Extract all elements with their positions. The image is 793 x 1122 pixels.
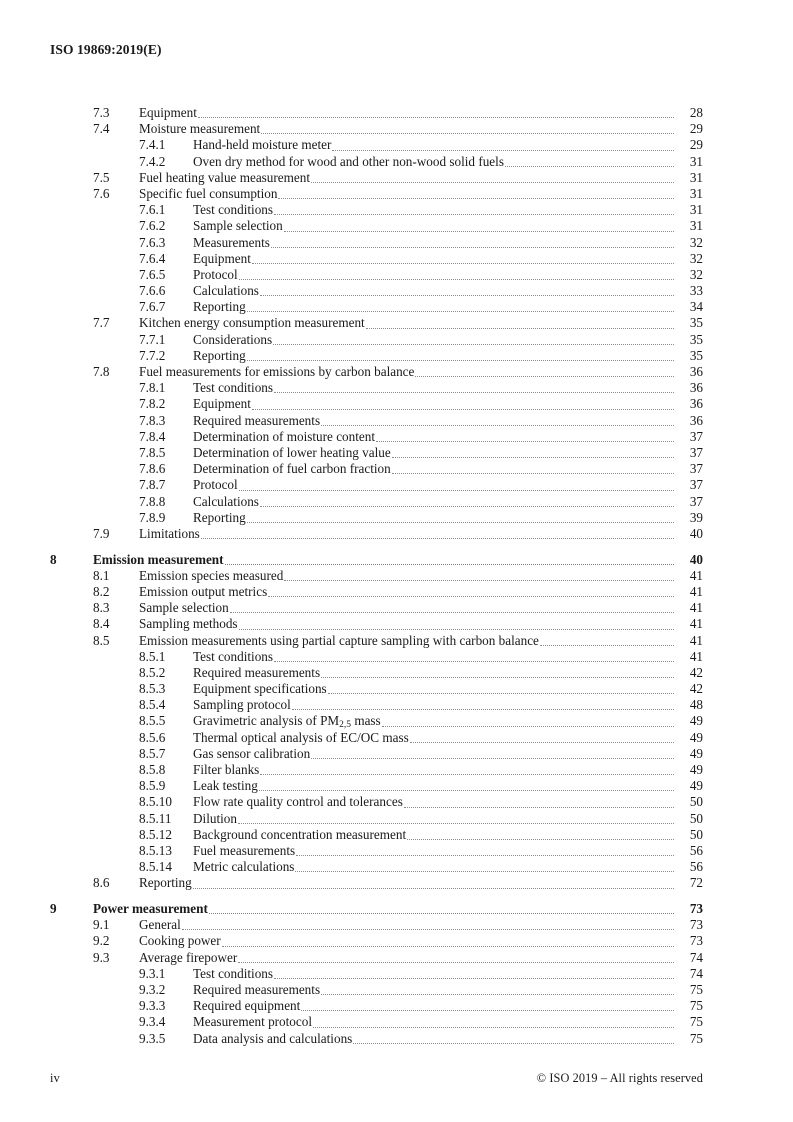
toc-entry[interactable] [50,966,703,982]
toc-entry-number: 8.5.1 [139,648,166,664]
toc-entry-number: 8.5.4 [139,697,166,713]
toc-leader-dots [376,441,674,442]
toc-entry[interactable] [50,170,703,186]
toc-entry[interactable] [50,105,703,121]
toc-entry-number: 7.4.2 [139,153,166,169]
toc-entry[interactable] [50,827,703,843]
toc-entry[interactable] [50,413,703,429]
table-of-contents [50,105,703,1047]
toc-leader-dots [260,506,674,507]
toc-entry-number: 7.6.4 [139,250,166,266]
toc-entry[interactable] [50,794,703,810]
toc-entry-title: Required measurements [193,664,321,680]
toc-entry[interactable] [50,202,703,218]
toc-leader-dots [353,1043,674,1044]
toc-leader-dots [392,473,674,474]
toc-entry-number: 9.3.2 [139,981,166,997]
toc-entry[interactable] [50,348,703,364]
toc-entry-page-number: 32 [689,266,703,282]
toc-leader-dots [239,490,674,491]
toc-entry-page-number: 29 [689,137,703,153]
toc-entry-page-number: 31 [689,218,703,234]
toc-entry[interactable] [50,681,703,697]
toc-leader-dots [404,807,674,808]
toc-entry-number: 8.2 [93,583,110,599]
toc-entry-number: 7.8.6 [139,461,166,477]
toc-entry-number: 7.6.2 [139,218,166,234]
toc-leader-dots [328,693,674,694]
toc-entry[interactable] [50,998,703,1014]
toc-entry[interactable] [50,380,703,396]
toc-entry-number: 7.6.1 [139,202,166,218]
toc-entry-page-number: 72 [689,875,703,891]
toc-entry-number: 8.4 [93,616,110,632]
toc-entry-page-number: 73 [689,901,703,916]
toc-entry[interactable] [50,186,703,202]
toc-entry[interactable] [50,315,703,331]
toc-entry-number: 7.4.1 [139,137,166,153]
toc-entry-page-number: 32 [689,234,703,250]
toc-entry-title: Leak testing [193,778,258,794]
toc-entry[interactable] [50,1031,703,1047]
toc-entry[interactable] [50,251,703,267]
toc-entry[interactable] [50,730,703,746]
toc-entry-page-number: 33 [689,283,703,299]
toc-entry-title: Reporting [193,299,246,315]
toc-leader-dots [225,564,674,565]
toc-entry-title: Reporting [139,875,192,891]
toc-leader-dots [410,742,674,743]
toc-entry-title: Moisture measurement [139,121,261,137]
toc-entry-title: Considerations [193,331,273,347]
toc-entry-page-number: 36 [689,380,703,396]
toc-entry-title: Reporting [193,509,246,525]
toc-entry-page-number: 50 [689,794,703,810]
toc-leader-dots [239,629,674,630]
toc-entry-page-number: 28 [689,105,703,120]
toc-leader-dots [321,994,674,995]
toc-entry-page-number: 73 [689,933,703,949]
toc-entry-page-number: 37 [689,493,703,509]
toc-entry-number: 8.5.13 [139,842,172,858]
toc-leader-dots [278,198,674,199]
toc-entry[interactable] [50,616,703,632]
toc-leader-dots [247,311,674,312]
toc-leader-dots [193,888,674,889]
toc-entry-page-number: 49 [689,778,703,794]
toc-entry-number: 8.5 [93,632,110,648]
toc-entry-page-number: 42 [689,664,703,680]
toc-entry[interactable] [50,933,703,949]
toc-entry-title: Equipment [193,396,251,412]
toc-entry[interactable] [50,332,703,348]
toc-leader-dots [505,166,674,167]
toc-entry-number: 8.5.8 [139,762,166,777]
toc-entry-number: 8.5.6 [139,729,166,745]
toc-entry-page-number: 75 [689,998,703,1014]
toc-leader-dots [274,392,674,393]
toc-entry-page-number: 41 [689,616,703,632]
toc-entry-title: Test conditions [193,202,274,218]
toc-entry-page-number: 49 [689,713,703,729]
toc-entry-title: Equipment [139,105,197,120]
toc-entry-number: 7.6.3 [139,234,166,250]
toc-entry[interactable] [50,445,703,461]
toc-entry-number: 9.2 [93,933,110,949]
toc-entry-title: Determination of moisture content [193,428,376,444]
toc-entry[interactable] [50,218,703,234]
toc-entry-title: Protocol [193,266,238,282]
toc-entry[interactable] [50,697,703,713]
toc-entry-page-number: 74 [689,965,703,981]
toc-entry-page-number: 41 [689,567,703,583]
toc-entry-page-number: 37 [689,477,703,493]
toc-entry-title: Specific fuel consumption [139,185,278,201]
toc-entry-title: Measurement protocol [193,1014,313,1030]
toc-entry-page-number: 32 [689,250,703,266]
toc-leader-dots [382,726,674,727]
toc-leader-dots [415,376,674,377]
toc-entry-title: Required equipment [193,998,301,1014]
toc-entry-title: Emission measurements using partial capture sampling with carbon balance [139,632,539,648]
toc-entry-number: 7.8.3 [139,412,166,428]
toc-entry-page-number: 40 [689,525,703,541]
toc-entry-title: Hand-held moisture meter [193,137,332,153]
toc-entry[interactable] [50,364,703,380]
toc-leader-dots [201,538,674,539]
toc-entry-title: Fuel heating value measurement [139,169,311,185]
toc-entry-page-number: 41 [689,600,703,616]
toc-leader-dots [321,677,674,678]
toc-entry[interactable] [50,778,703,794]
toc-entry[interactable] [50,568,703,584]
toc-entry-title: Average firepower [139,949,238,965]
toc-entry-number: 7.9 [93,525,110,541]
toc-entry-page-number: 35 [689,331,703,347]
toc-leader-dots [296,855,674,856]
toc-leader-dots [238,962,674,963]
toc-entry-page-number: 49 [689,762,703,777]
toc-entry-page-number: 42 [689,681,703,697]
toc-leader-dots [540,645,674,646]
toc-entry-title: Calculations [193,283,259,299]
toc-leader-dots [252,263,674,264]
toc-entry[interactable] [50,552,703,568]
toc-entry[interactable] [50,982,703,998]
toc-entry[interactable] [50,665,703,681]
toc-entry-number: 7.7 [93,315,110,331]
toc-entry-title: Emission output metrics [139,583,268,599]
toc-entry-title: Thermal optical analysis of EC/OC mass [193,729,409,745]
toc-entry-page-number: 31 [689,153,703,169]
toc-entry-title: Calculations [193,493,259,509]
copyright-notice: © ISO 2019 – All rights reserved [536,1071,703,1085]
toc-entry[interactable] [50,429,703,445]
toc-entry-number: 8.5.2 [139,664,166,680]
toc-leader-dots [261,133,674,134]
toc-entry-number: 8.5.11 [139,810,172,826]
toc-leader-dots [301,1010,674,1011]
toc-entry-page-number: 50 [689,810,703,826]
toc-leader-dots [392,457,674,458]
toc-leader-dots [274,214,674,215]
toc-entry-number: 9.3.1 [139,965,166,981]
toc-leader-dots [332,150,674,151]
toc-entry[interactable] [50,267,703,283]
toc-entry[interactable] [50,600,703,616]
toc-leader-dots [311,758,674,759]
toc-entry-number: 7.7.2 [139,347,166,363]
toc-entry-number: 7.8.8 [139,493,166,509]
toc-entry-page-number: 37 [689,428,703,444]
toc-entry-title: Sampling protocol [193,697,291,713]
toc-entry-number: 7.8 [93,364,110,379]
toc-entry[interactable] [50,526,703,542]
toc-entry[interactable] [50,154,703,170]
toc-entry-title: Measurements [193,234,270,250]
toc-entry-page-number: 40 [689,551,703,567]
toc-entry-page-number: 49 [689,729,703,745]
toc-entry[interactable] [50,494,703,510]
toc-leader-dots [260,295,674,296]
toc-entry-number: 8.5.5 [139,713,166,729]
toc-entry-title: Sample selection [139,600,229,616]
document-footer [50,1071,703,1086]
toc-leader-dots [284,231,674,232]
toc-entry-number: 7.5 [93,169,110,185]
toc-entry-title: Determination of lower heating value [193,444,391,460]
toc-entry-page-number: 37 [689,444,703,460]
toc-entry-title: Test conditions [193,380,274,396]
toc-leader-dots [313,1027,674,1028]
toc-entry-title: Background concentration measurement [193,826,407,842]
toc-entry[interactable] [50,396,703,412]
toc-leader-dots [230,612,674,613]
toc-entry-title: Required measurements [193,412,321,428]
toc-leader-dots [209,913,674,914]
toc-entry[interactable] [50,811,703,827]
toc-leader-dots [273,344,674,345]
toc-entry[interactable] [50,901,703,917]
toc-entry-number: 7.6.5 [139,266,166,282]
toc-entry-page-number: 35 [689,347,703,363]
toc-entry-title: Gas sensor calibration [193,745,311,761]
toc-entry-title: Power measurement [93,901,208,916]
toc-entry-title: Filter blanks [193,762,260,777]
toc-entry-number: 7.6.7 [139,299,166,315]
toc-entry[interactable] [50,235,703,251]
toc-entry-page-number: 37 [689,461,703,477]
toc-entry-title: Dilution [193,810,237,826]
toc-entry-title: Kitchen energy consumption measurement [139,315,365,331]
toc-entry-number: 7.8.1 [139,380,166,396]
toc-leader-dots [222,946,674,947]
toc-entry-page-number: 50 [689,826,703,842]
toc-entry-title: Reporting [193,347,246,363]
toc-entry-page-number: 41 [689,632,703,648]
toc-entry-number: 8.5.14 [139,859,172,875]
toc-entry-title: General [139,917,181,933]
toc-entry[interactable] [50,713,703,729]
toc-entry[interactable] [50,649,703,665]
toc-entry-number: 7.8.7 [139,477,166,493]
toc-entry[interactable] [50,1014,703,1030]
toc-entry-number: 8.5.7 [139,745,166,761]
toc-entry-number: 7.8.4 [139,428,166,444]
toc-entry-title: Equipment specifications [193,681,327,697]
toc-leader-dots [321,425,674,426]
toc-entry-number: 8.3 [93,600,110,616]
toc-leader-dots [247,522,674,523]
toc-entry-page-number: 41 [689,583,703,599]
toc-entry-page-number: 56 [689,842,703,858]
toc-entry-page-number: 56 [689,859,703,875]
toc-leader-dots [366,328,674,329]
toc-leader-dots [252,409,674,410]
toc-entry-title: Metric calculations [193,859,295,875]
toc-leader-dots [198,117,674,118]
toc-entry[interactable] [50,746,703,762]
toc-entry-title: Fuel measurements for emissions by carbon balance [139,364,415,379]
toc-entry-page-number: 34 [689,299,703,315]
toc-entry-title: Cooking power [139,933,221,949]
toc-leader-dots [295,871,674,872]
toc-entry-title: Emission measurement [93,551,224,567]
toc-leader-dots [238,823,674,824]
toc-leader-dots [247,360,674,361]
toc-leader-dots [182,929,674,930]
toc-entry-number: 7.8.2 [139,396,166,412]
toc-entry[interactable] [50,633,703,649]
toc-entry[interactable] [50,283,703,299]
toc-entry-page-number: 31 [689,202,703,218]
toc-leader-dots [274,661,674,662]
toc-entry-title: Oven dry method for wood and other non-wood solid fuels [193,153,504,169]
toc-entry-title: Required measurements [193,981,321,997]
toc-leader-dots [274,978,674,979]
toc-entry[interactable] [50,510,703,526]
toc-entry-title: Fuel measurements [193,842,296,858]
toc-entry-page-number: 36 [689,412,703,428]
toc-entry-number: 9.3.3 [139,998,166,1014]
toc-entry-title: Flow rate quality control and tolerances [193,794,403,810]
toc-leader-dots [260,774,674,775]
toc-entry-number: 9.3.4 [139,1014,166,1030]
toc-entry-page-number: 29 [689,121,703,137]
toc-entry-page-number: 73 [689,917,703,933]
toc-leader-dots [407,839,674,840]
toc-entry-title: Emission species measured [139,567,284,583]
toc-entry-page-number: 75 [689,1030,703,1046]
toc-entry-number: 8.5.10 [139,794,172,810]
toc-entry-number: 7.6.6 [139,283,166,299]
toc-entry[interactable] [50,461,703,477]
toc-entry-title: Gravimetric analysis of $PM_{2,5}$ mass [193,713,381,731]
toc-entry[interactable] [50,121,703,137]
toc-entry-page-number: 31 [689,169,703,185]
toc-entry-number: 7.4 [93,121,110,137]
toc-entry[interactable] [50,875,703,891]
toc-entry-title: Determination of fuel carbon fraction [193,461,391,477]
toc-entry-title: Sampling methods [139,616,238,632]
toc-entry-page-number: 48 [689,697,703,713]
toc-leader-dots [292,709,674,710]
toc-entry-title: Sample selection [193,218,283,234]
toc-entry-page-number: 41 [689,648,703,664]
toc-entry-number: 8.5.9 [139,778,166,794]
toc-leader-dots [259,790,674,791]
toc-entry[interactable] [50,859,703,875]
toc-entry-number: 8.5.3 [139,681,166,697]
toc-entry-page-number: 39 [689,509,703,525]
toc-entry[interactable] [50,584,703,600]
toc-entry-number: 8.5.12 [139,826,172,842]
toc-leader-dots [271,247,674,248]
toc-entry-title: Test conditions [193,648,274,664]
toc-entry-title: Protocol [193,477,238,493]
toc-entry-title: Limitations [139,525,200,541]
toc-entry-number: 9.3.5 [139,1030,166,1046]
toc-entry-page-number: 31 [689,185,703,201]
toc-entry[interactable] [50,950,703,966]
toc-leader-dots [239,279,674,280]
toc-entry[interactable] [50,299,703,315]
toc-entry-number: 8 [50,551,57,567]
toc-entry-page-number: 35 [689,315,703,331]
toc-entry-page-number: 49 [689,745,703,761]
toc-entry-number: 8.1 [93,567,110,583]
toc-leader-dots [268,596,674,597]
toc-entry-page-number: 75 [689,981,703,997]
toc-entry-number: 7.7.1 [139,331,166,347]
toc-entry-page-number: 36 [689,396,703,412]
toc-entry[interactable] [50,843,703,859]
toc-entry-number: 7.3 [93,105,110,120]
toc-entry-page-number: 36 [689,364,703,379]
toc-entry-number: 9.1 [93,917,110,933]
toc-entry-number: 9.3 [93,949,110,965]
toc-entry-page-number: 74 [689,949,703,965]
toc-entry-number: 7.8.9 [139,509,166,525]
toc-leader-dots [284,580,674,581]
toc-leader-dots [311,182,674,183]
document-header-id: ISO 19869:2019(E) [50,42,162,57]
toc-entry-number: 7.8.5 [139,444,166,460]
toc-entry-number: 7.6 [93,185,110,201]
toc-entry[interactable] [50,917,703,933]
page-folio: iv [50,1071,60,1085]
toc-entry-title: Equipment [193,250,251,266]
toc-entry[interactable] [50,762,703,778]
toc-entry-title: Test conditions [193,965,274,981]
toc-entry-number: 9 [50,901,57,916]
toc-entry[interactable] [50,137,703,153]
toc-entry-page-number: 75 [689,1014,703,1030]
toc-entry-title: Data analysis and calculations [193,1030,353,1046]
toc-entry-number: 8.6 [93,875,110,891]
toc-entry[interactable] [50,477,703,493]
